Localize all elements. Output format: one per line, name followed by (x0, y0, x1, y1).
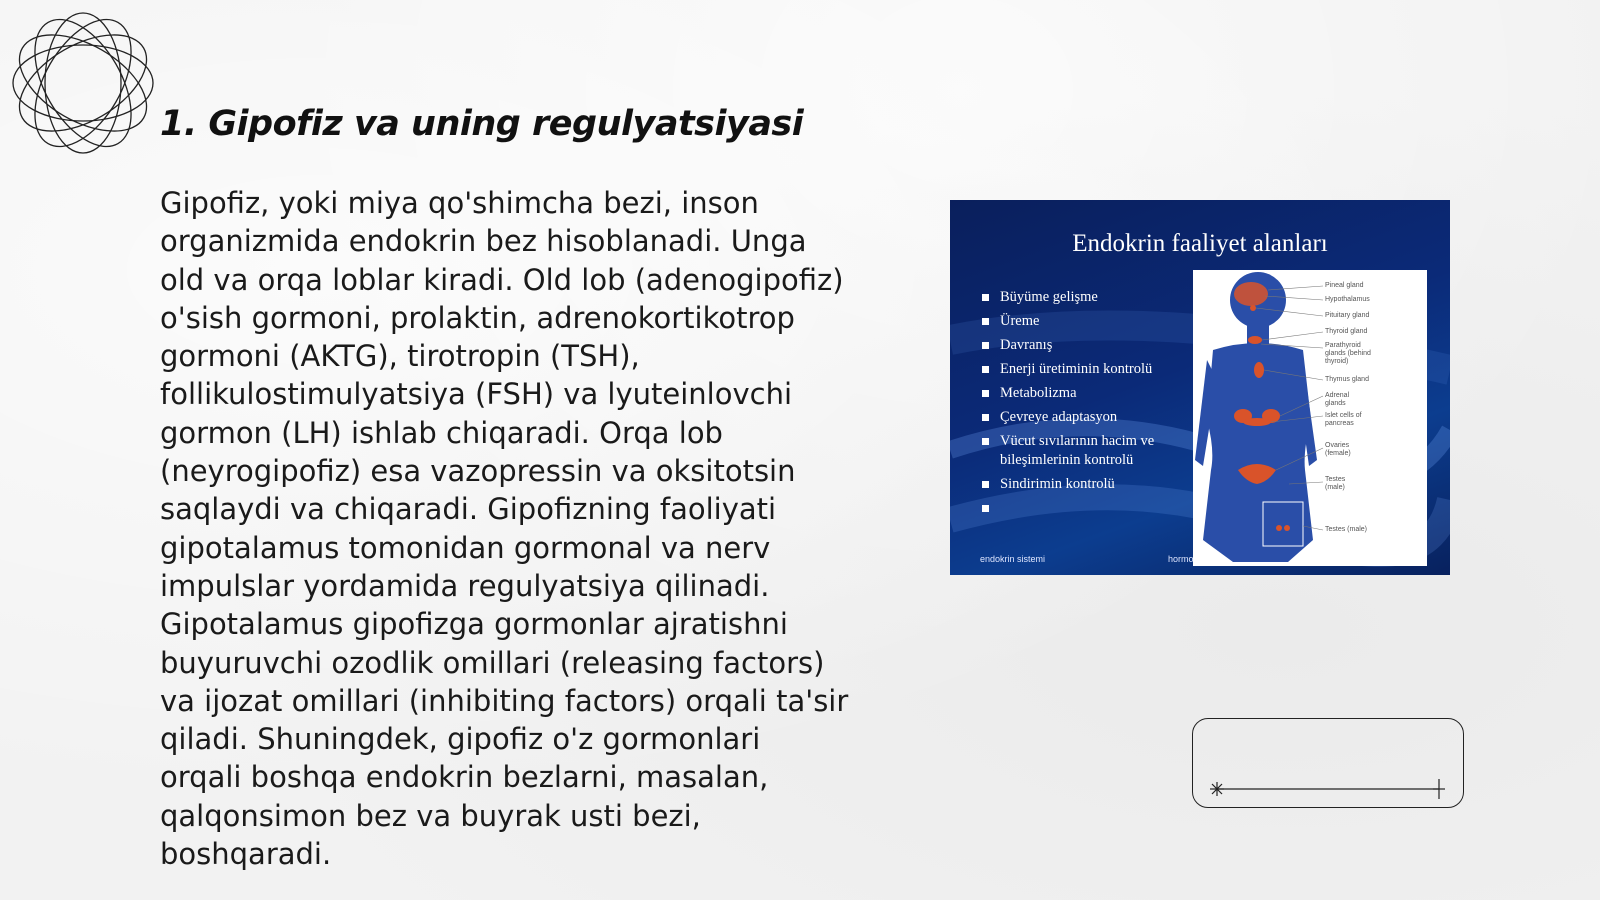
organ-label: Hypothalamus (1325, 296, 1370, 303)
organ-label: Islet cells of pancreas (1325, 412, 1362, 427)
organ-label: Thyroid gland (1325, 328, 1368, 335)
endocrine-image (950, 200, 1450, 575)
image-bullet-item: Sindirimin kontrolü (980, 475, 1195, 494)
organ-label: Pituitary gland (1325, 312, 1370, 319)
image-title: Endokrin faaliyet alanları (1072, 230, 1328, 257)
organ-label: Thymus gland (1325, 376, 1369, 383)
organ-label: Adrenal glands (1325, 392, 1350, 407)
decorative-callout-box (1192, 718, 1464, 808)
slide-title: 1. Gipofiz va uning regulyatsiyasi (160, 104, 804, 144)
image-bullet-item: Metabolizma (980, 384, 1195, 403)
image-footer-right: hormo (1168, 554, 1194, 564)
image-bullet-item: Üreme (980, 312, 1195, 331)
image-bullet-item: Enerji üretiminin kontrolü (980, 360, 1195, 379)
image-footer-left: endokrin sistemi (980, 554, 1046, 564)
image-bullet-item: Çevreye adaptasyon (980, 408, 1195, 427)
human-body-figure (1193, 270, 1427, 566)
image-bullet-item: Vücut sıvılarının hacim ve bileşimlerinin kontrolü (980, 432, 1195, 470)
organ-label: Parathyroid glands (behind thyroid) (1325, 342, 1371, 365)
endocrine-body-illustration (1193, 270, 1427, 566)
image-bullet-list (980, 288, 1195, 523)
organ-label: Pineal gland (1325, 282, 1364, 289)
organ-label: Testes (male) (1325, 526, 1368, 533)
decorative-circle-ornament (8, 8, 158, 158)
body-paragraph: Gipofiz, yoki miya qo'shimcha bezi, inson organizmida endokrin bez hisoblanadi. Unga old va orqa loblar kiradi. Old lob (adenogipofiz) o'sish gormoni, prolaktin, adrenokortikotrop gormoni (AKTG), tirotropin (TSH), follikulostimulyatsiya (FSH) va lyuteinlovchi gormon (LH) ishlab chiqaradi. Orqa lob (neyrogipofiz) esa vazopressin va oksitotsin saqlaydi va chiqaradi. Gipofizning faoliyati gipotalamus tomonidan gormonal va nerv impulslar yordamida regulyatsiya qilinadi. Gipotalamus gipofizga gormonlar ajratishni buyuruvchi ozodlik omillari (releasing factors) va ijozat omillari (inhibiting factors) orqali ta'sir qiladi. Shuningdek, gipofiz o'z gormonlari orqali boshqa endokrin bezlarni, masalan, qalqonsimon bez va buyrak usti bezi, boshqaradi. (160, 186, 849, 872)
decorative-line (1193, 719, 1465, 809)
organ-label: Testes (male) (1325, 476, 1346, 491)
organ-label: Ovaries (female) (1325, 442, 1351, 457)
image-bullet-item: Davranış (980, 336, 1195, 355)
image-bullet-item: Büyüme gelişme (980, 288, 1195, 307)
image-bullet-item (980, 499, 1195, 518)
cross-icon (1433, 779, 1445, 799)
starburst-icon (1210, 782, 1224, 796)
